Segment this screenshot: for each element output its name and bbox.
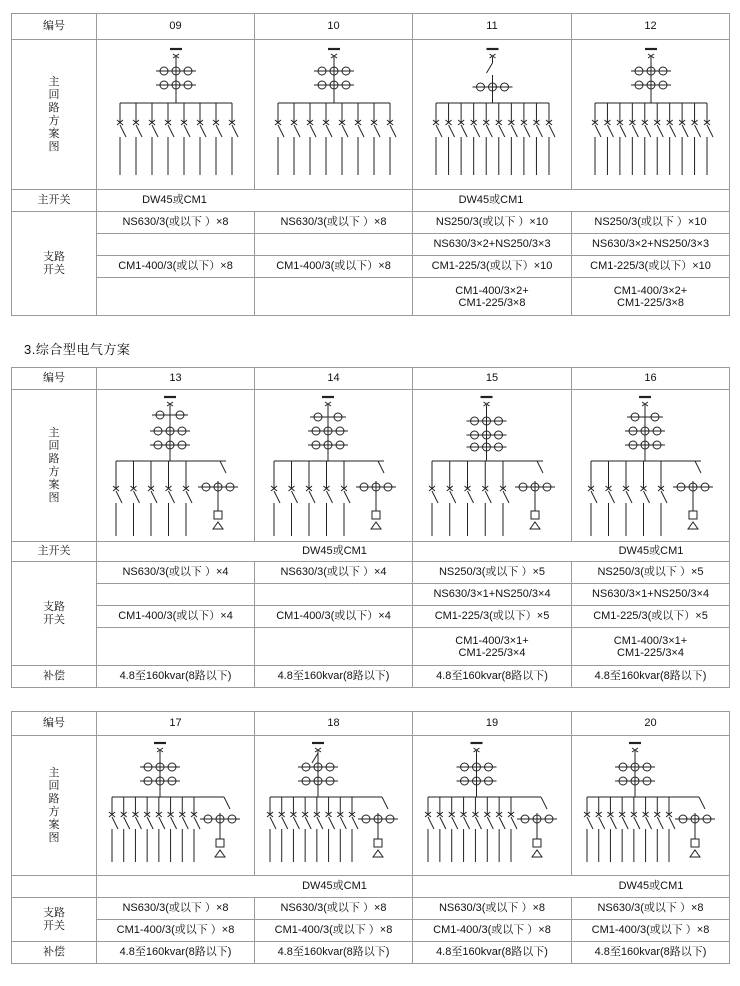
switch-blade [511, 817, 517, 829]
capacitor-icon [531, 511, 539, 519]
branch-cell: CM1-400/3×1+ CM1-225/3×4 [413, 628, 572, 666]
switch-blade [587, 817, 593, 829]
switch-blade [436, 125, 442, 137]
branch-cell: NS250/3(或以下 ）×10 [413, 212, 572, 234]
switch-blade [486, 63, 492, 73]
diagram-10 [255, 40, 413, 190]
switch-blade [473, 125, 479, 137]
branch-cell: CM1-400/3(或以下 ）×8 [572, 920, 730, 942]
switch-blade [232, 125, 238, 137]
branch-cell: NS630/3(或以下 ）×8 [413, 898, 572, 920]
switch-blade [644, 125, 650, 137]
switch-blade [220, 461, 226, 473]
branch-cell [255, 628, 413, 666]
switch-blade [486, 125, 492, 137]
branch-cell [97, 628, 255, 666]
switch-blade [707, 125, 713, 137]
switch-blade [309, 491, 315, 503]
branch-cell: NS250/3(或以下 ）×5 [572, 562, 730, 584]
switch-blade [374, 125, 380, 137]
branch-cell: NS630/3(或以下 ）×8 [255, 898, 413, 920]
branch-cell: CM1-225/3(或以下）×10 [413, 256, 572, 278]
switch-blade [699, 797, 705, 809]
main-switch-label [12, 876, 97, 898]
capacitor-icon [533, 839, 541, 847]
compensation-cell: 4.8至160kvar(8路以下) [97, 942, 255, 964]
capacitor-icon [691, 839, 699, 847]
branch-cell: NS630/3×2+NS250/3×3 [413, 234, 572, 256]
circuit-diagram-icon [573, 391, 729, 541]
switch-blade [610, 817, 616, 829]
switch-blade [432, 491, 438, 503]
branch-cell: CM1-400/3×1+ CM1-225/3×4 [572, 628, 730, 666]
switch-blade [503, 491, 509, 503]
switch-blade [291, 491, 297, 503]
diagram-13 [97, 390, 255, 542]
switch-blade [439, 817, 445, 829]
main-switch-value-15-16 [413, 542, 730, 562]
compensation-cell: 4.8至160kvar(8路以下) [413, 666, 572, 688]
scheme-table-13-16 [11, 367, 730, 688]
branch-cell: NS250/3(或以下 ）×10 [572, 212, 730, 234]
scheme-number-14: 14 [255, 368, 413, 390]
number-label: 编号 [12, 368, 97, 390]
branch-cell: CM1-400/3(或以下）×8 [97, 256, 255, 278]
switch-blade [224, 797, 230, 809]
switch-blade [595, 125, 601, 137]
switch-blade [682, 125, 688, 137]
switch-blade [168, 125, 174, 137]
scheme-number-09: 09 [97, 14, 255, 40]
switch-blade [449, 491, 455, 503]
switch-blade [216, 125, 222, 137]
scheme-number-18: 18 [255, 712, 413, 736]
switch-blade [151, 491, 157, 503]
switch-blade [168, 491, 174, 503]
switch-blade [622, 817, 628, 829]
capacitor-icon [216, 839, 224, 847]
switch-blade [608, 491, 614, 503]
main-switch-text: DW45或CM1 [142, 194, 207, 206]
switch-blade [123, 817, 129, 829]
switch-blade [312, 753, 318, 763]
main-switch-text: DW45或CM1 [618, 880, 684, 892]
diagram-15 [413, 390, 572, 542]
switch-blade [274, 491, 280, 503]
branch-cell: CM1-400/3×2+ CM1-225/3×8 [413, 278, 572, 316]
circuit-diagram-icon [414, 391, 571, 541]
main-switch-text: DW45或CM1 [458, 194, 524, 206]
branch-cell: NS630/3(或以下 ）×8 [97, 212, 255, 234]
switch-blade [498, 125, 504, 137]
scheme-number-20: 20 [572, 712, 730, 736]
switch-blade [633, 817, 639, 829]
switch-blade [326, 125, 332, 137]
branch-cell: NS630/3(或以下 ）×8 [97, 898, 255, 920]
branch-cell: CM1-400/3(或以下）×8 [255, 256, 413, 278]
switch-blade [619, 125, 625, 137]
scheme-number-19: 19 [413, 712, 572, 736]
switch-blade [305, 817, 311, 829]
switch-blade [657, 817, 663, 829]
switch-blade [344, 491, 350, 503]
switch-blade [328, 817, 334, 829]
main-switch-label: 主开关 [12, 190, 97, 212]
switch-blade [461, 125, 467, 137]
switch-blade [523, 125, 529, 137]
branch-cell: NS630/3(或以下 ）×8 [255, 212, 413, 234]
switch-blade [451, 817, 457, 829]
diagram-14 [255, 390, 413, 542]
scheme-number-17: 17 [97, 712, 255, 736]
switch-blade [485, 491, 491, 503]
switch-blade [669, 125, 675, 137]
diagram-label: 主 回 路 方 案 图 [12, 736, 97, 876]
diagram-09 [97, 40, 255, 190]
main-switch-value-09-10 [97, 190, 413, 212]
branch-cell: NS630/3(或以下 ）×4 [97, 562, 255, 584]
switch-blade [661, 491, 667, 503]
switch-blade [669, 817, 675, 829]
circuit-diagram-icon [256, 391, 412, 541]
switch-blade [607, 125, 613, 137]
diagram-label: 主 回 路 方 案 图 [12, 40, 97, 190]
switch-blade [278, 125, 284, 137]
circuit-diagram-icon [98, 41, 254, 189]
branch-cell [97, 584, 255, 606]
switch-blade [382, 797, 388, 809]
capacitor-icon [372, 511, 380, 519]
branch-cell: CM1-400/3×2+ CM1-225/3×8 [572, 278, 730, 316]
scheme-number-10: 10 [255, 14, 413, 40]
scheme-number-16: 16 [572, 368, 730, 390]
switch-blade [537, 461, 543, 473]
switch-blade [135, 817, 141, 829]
switch-blade [147, 817, 153, 829]
branch-cell: NS630/3(或以下 ）×8 [572, 898, 730, 920]
compensation-cell: 4.8至160kvar(8路以下) [572, 666, 730, 688]
switch-blade [294, 125, 300, 137]
main-switch-text: DW45或CM1 [618, 545, 684, 557]
circuit-diagram-icon [414, 737, 571, 875]
branch-cell: NS630/3×1+NS250/3×4 [413, 584, 572, 606]
switch-blade [598, 817, 604, 829]
switch-blade [352, 817, 358, 829]
switch-blade [467, 491, 473, 503]
main-switch-text: DW45或CM1 [302, 880, 367, 892]
main-switch-text: DW45或CM1 [302, 545, 367, 557]
main-switch-value-19-20 [413, 876, 730, 898]
compensation-label: 补偿 [12, 666, 97, 688]
switch-blade [186, 491, 192, 503]
number-label: 编号 [12, 712, 97, 736]
switch-blade [499, 817, 505, 829]
switch-blade [120, 125, 126, 137]
branch-cell [255, 234, 413, 256]
branch-cell [97, 234, 255, 256]
capacitor-icon [689, 511, 697, 519]
diagram-19 [413, 736, 572, 876]
switch-blade [643, 491, 649, 503]
switch-blade [378, 461, 384, 473]
branch-switch-label: 支路 开关 [12, 212, 97, 316]
switch-blade [626, 491, 632, 503]
switch-blade [549, 125, 555, 137]
diagram-18 [255, 736, 413, 876]
switch-blade [152, 125, 158, 137]
branch-cell: CM1-400/3(或以下 ）×8 [97, 920, 255, 942]
switch-blade [133, 491, 139, 503]
switch-blade [200, 125, 206, 137]
branch-cell [255, 584, 413, 606]
branch-cell: NS250/3(或以下 ）×5 [413, 562, 572, 584]
switch-blade [657, 125, 663, 137]
main-switch-value-17-18 [97, 876, 413, 898]
switch-blade [310, 125, 316, 137]
compensation-cell: 4.8至160kvar(8路以下) [413, 942, 572, 964]
branch-cell: CM1-400/3(或以下 ）×8 [413, 920, 572, 942]
compensation-cell: 4.8至160kvar(8路以下) [255, 666, 413, 688]
switch-blade [340, 817, 346, 829]
switch-blade [316, 817, 322, 829]
switch-blade [591, 491, 597, 503]
diagram-label: 主 回 路 方 案 图 [12, 390, 97, 542]
branch-switch-label: 支路 开关 [12, 562, 97, 666]
compensation-cell: 4.8至160kvar(8路以下) [572, 942, 730, 964]
branch-cell: CM1-225/3(或以下）×5 [413, 606, 572, 628]
branch-cell: CM1-400/3(或以下 ）×8 [255, 920, 413, 942]
scheme-number-13: 13 [97, 368, 255, 390]
circuit-diagram-icon [573, 41, 729, 189]
branch-cell: NS630/3(或以下 ）×4 [255, 562, 413, 584]
scheme-number-12: 12 [572, 14, 730, 40]
switch-blade [326, 491, 332, 503]
switch-blade [170, 817, 176, 829]
switch-blade [390, 125, 396, 137]
branch-cell: CM1-225/3(或以下）×10 [572, 256, 730, 278]
scheme-table-09-12 [11, 13, 730, 316]
diagram-16 [572, 390, 730, 542]
switch-blade [536, 125, 542, 137]
circuit-diagram-icon [98, 737, 254, 875]
switch-blade [463, 817, 469, 829]
switch-blade [695, 461, 701, 473]
capacitor-icon [374, 839, 382, 847]
switch-blade [358, 125, 364, 137]
branch-cell [97, 278, 255, 316]
switch-blade [342, 125, 348, 137]
switch-blade [136, 125, 142, 137]
switch-blade [158, 817, 164, 829]
switch-blade [270, 817, 276, 829]
switch-blade [116, 491, 122, 503]
compensation-label: 补偿 [12, 942, 97, 964]
compensation-cell: 4.8至160kvar(8路以下) [255, 942, 413, 964]
main-switch-value-11-12 [413, 190, 730, 212]
branch-cell: NS630/3×1+NS250/3×4 [572, 584, 730, 606]
switch-blade [541, 797, 547, 809]
branch-cell: CM1-400/3(或以下）×4 [97, 606, 255, 628]
branch-cell: CM1-225/3(或以下）×5 [572, 606, 730, 628]
compensation-cell: 4.8至160kvar(8路以下) [97, 666, 255, 688]
switch-blade [511, 125, 517, 137]
switch-blade [475, 817, 481, 829]
circuit-diagram-icon [256, 41, 412, 189]
switch-blade [487, 817, 493, 829]
circuit-diagram-icon [573, 737, 729, 875]
switch-blade [632, 125, 638, 137]
section-heading: 3.综合型电气方案 [24, 342, 131, 357]
main-switch-label: 主开关 [12, 542, 97, 562]
branch-cell [255, 278, 413, 316]
circuit-diagram-icon [256, 737, 412, 875]
switch-blade [281, 817, 287, 829]
switch-blade [184, 125, 190, 137]
diagram-11 [413, 40, 572, 190]
scheme-number-15: 15 [413, 368, 572, 390]
scheme-table-17-20 [11, 711, 730, 964]
scheme-number-11: 11 [413, 14, 572, 40]
switch-blade [112, 817, 118, 829]
switch-blade [194, 817, 200, 829]
diagram-20 [572, 736, 730, 876]
switch-blade [428, 817, 434, 829]
switch-blade [182, 817, 188, 829]
number-label: 编号 [12, 14, 97, 40]
capacitor-icon [214, 511, 222, 519]
diagram-17 [97, 736, 255, 876]
switch-blade [694, 125, 700, 137]
switch-blade [645, 817, 651, 829]
diagram-12 [572, 40, 730, 190]
switch-blade [293, 817, 299, 829]
branch-cell: NS630/3×2+NS250/3×3 [572, 234, 730, 256]
switch-blade [448, 125, 454, 137]
circuit-diagram-icon [98, 391, 254, 541]
circuit-diagram-icon [414, 41, 571, 189]
branch-cell: CM1-400/3(或以下）×4 [255, 606, 413, 628]
branch-switch-label: 支路 开关 [12, 898, 97, 942]
main-switch-value-13-14 [97, 542, 413, 562]
